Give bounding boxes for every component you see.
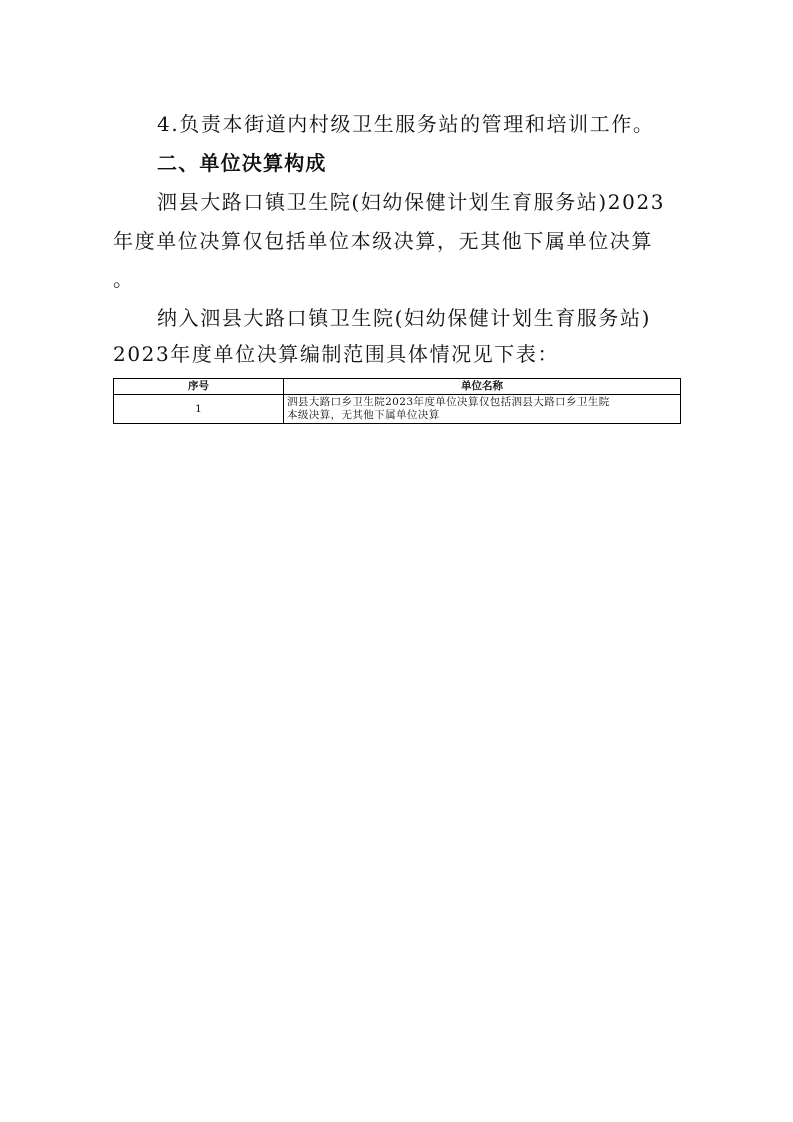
paragraph-2-line-1: 纳入泗县大路口镇卫生院(妇幼保健计划生育服务站) xyxy=(157,306,652,330)
paragraph-2-line-2: 2023年度单位决算编制范围具体情况见下表： xyxy=(113,342,560,366)
paragraph-1-line-2: 年度单位决算仅包括单位本级决算，无其他下属单位决算 xyxy=(113,229,653,253)
cell-unit-name-line-1: 泗县大路口乡卫生院2023年度单位决算仅包括泗县大路口乡卫生院 xyxy=(287,396,610,408)
paragraph-1-line-3: 。 xyxy=(113,267,135,291)
table-row xyxy=(114,395,681,424)
header-serial-number: 序号 xyxy=(114,379,284,395)
header-unit-name: 单位名称 xyxy=(284,379,681,395)
duty-item-4: 4.负责本街道内村级卫生服务站的管理和培训工作。 xyxy=(157,112,655,136)
cell-unit-name xyxy=(284,395,681,424)
unit-scope-table xyxy=(113,378,681,424)
section-heading: 二、单位决算构成 xyxy=(157,151,327,175)
cell-unit-name-line-2: 本级决算，无其他下属单位决算 xyxy=(287,409,440,421)
table-header-row xyxy=(114,379,681,395)
cell-serial-number: 1 xyxy=(114,395,284,424)
paragraph-1-line-1: 泗县大路口镇卫生院(妇幼保健计划生育服务站)2023 xyxy=(157,190,666,214)
